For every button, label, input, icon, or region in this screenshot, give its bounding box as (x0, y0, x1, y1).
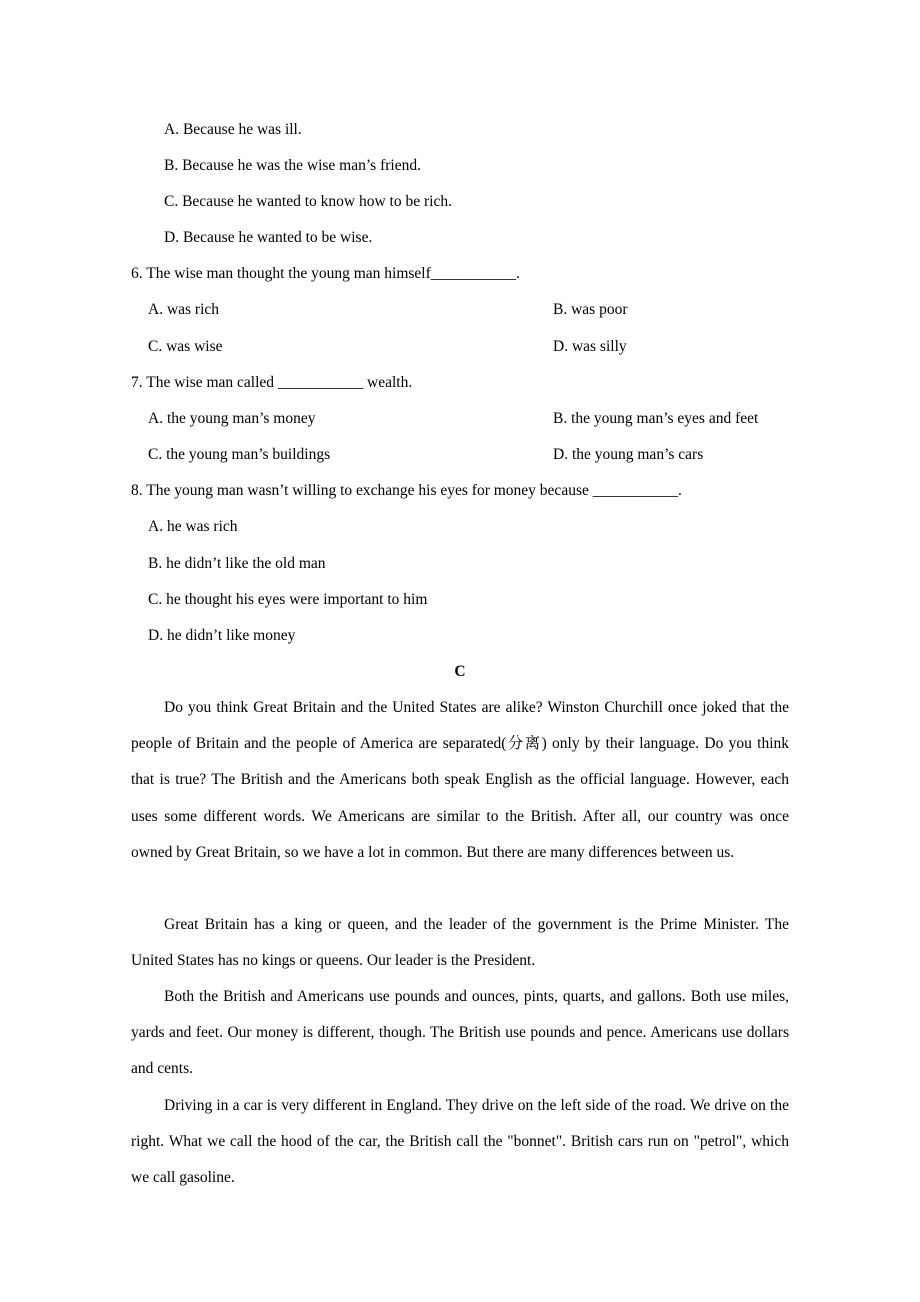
question-7-stem: 7. The wise man called ___________ wealth. (131, 374, 413, 391)
q6-option-b: B. was poor (553, 301, 628, 318)
q6-option-c: C. was wise (148, 338, 223, 355)
q8-option-d: D. he didn’t like money (148, 627, 296, 644)
q7-option-a: A. the young man’s money (148, 410, 316, 427)
q7-option-d: D. the young man’s cars (553, 446, 704, 463)
q6-option-a: A. was rich (148, 301, 220, 318)
passage-paragraph-2: Great Britain has a king or queen, and the leader of the government is the Prime Minister. The United States has no kings or queens. Our leader is the President. (131, 916, 789, 970)
q5-option-c: C. Because he wanted to know how to be rich. (164, 193, 452, 210)
section-heading: C (454, 663, 466, 680)
q8-option-a: A. he was rich (148, 518, 238, 535)
question-8-stem: 8. The young man wasn’t willing to exchange his eyes for money because ___________. (131, 482, 682, 499)
q6-option-d: D. was silly (553, 338, 627, 355)
passage-paragraph-1: Do you think Great Britain and the United States are alike? Winston Churchill once joked that the people of Britain and the people of America are separated(分离) only by their language. Do you think that is true? The British and the Americans both speak English as the official language. However, each uses some different words. We Americans are similar to the British. After all, our country was once owned by Great Britain, so we have a lot in common. But there are many differences between us. (131, 699, 789, 861)
passage-paragraph-3: Both the British and Americans use pounds and ounces, pints, quarts, and gallons. Both use miles, yards and feet. Our money is different, though. The British use pounds and pence. Americans use dollars and cents. (131, 988, 789, 1078)
q8-option-c: C. he thought his eyes were important to him (148, 591, 428, 608)
q5-option-d: D. Because he wanted to be wise. (164, 229, 373, 246)
passage-paragraph-4: Driving in a car is very different in England. They drive on the left side of the road. We drive on the right. What we call the hood of the car, the British call the "bonnet". British cars run on "petrol", which we call gasoline. (131, 1097, 789, 1187)
q7-option-b: B. the young man’s eyes and feet (553, 410, 759, 427)
question-6-stem: 6. The wise man thought the young man himself___________. (131, 265, 520, 282)
q5-option-a: A. Because he was ill. (164, 121, 302, 138)
q7-option-c: C. the young man’s buildings (148, 446, 331, 463)
q5-option-b: B. Because he was the wise man’s friend. (164, 157, 421, 174)
q8-option-b: B. he didn’t like the old man (148, 555, 326, 572)
